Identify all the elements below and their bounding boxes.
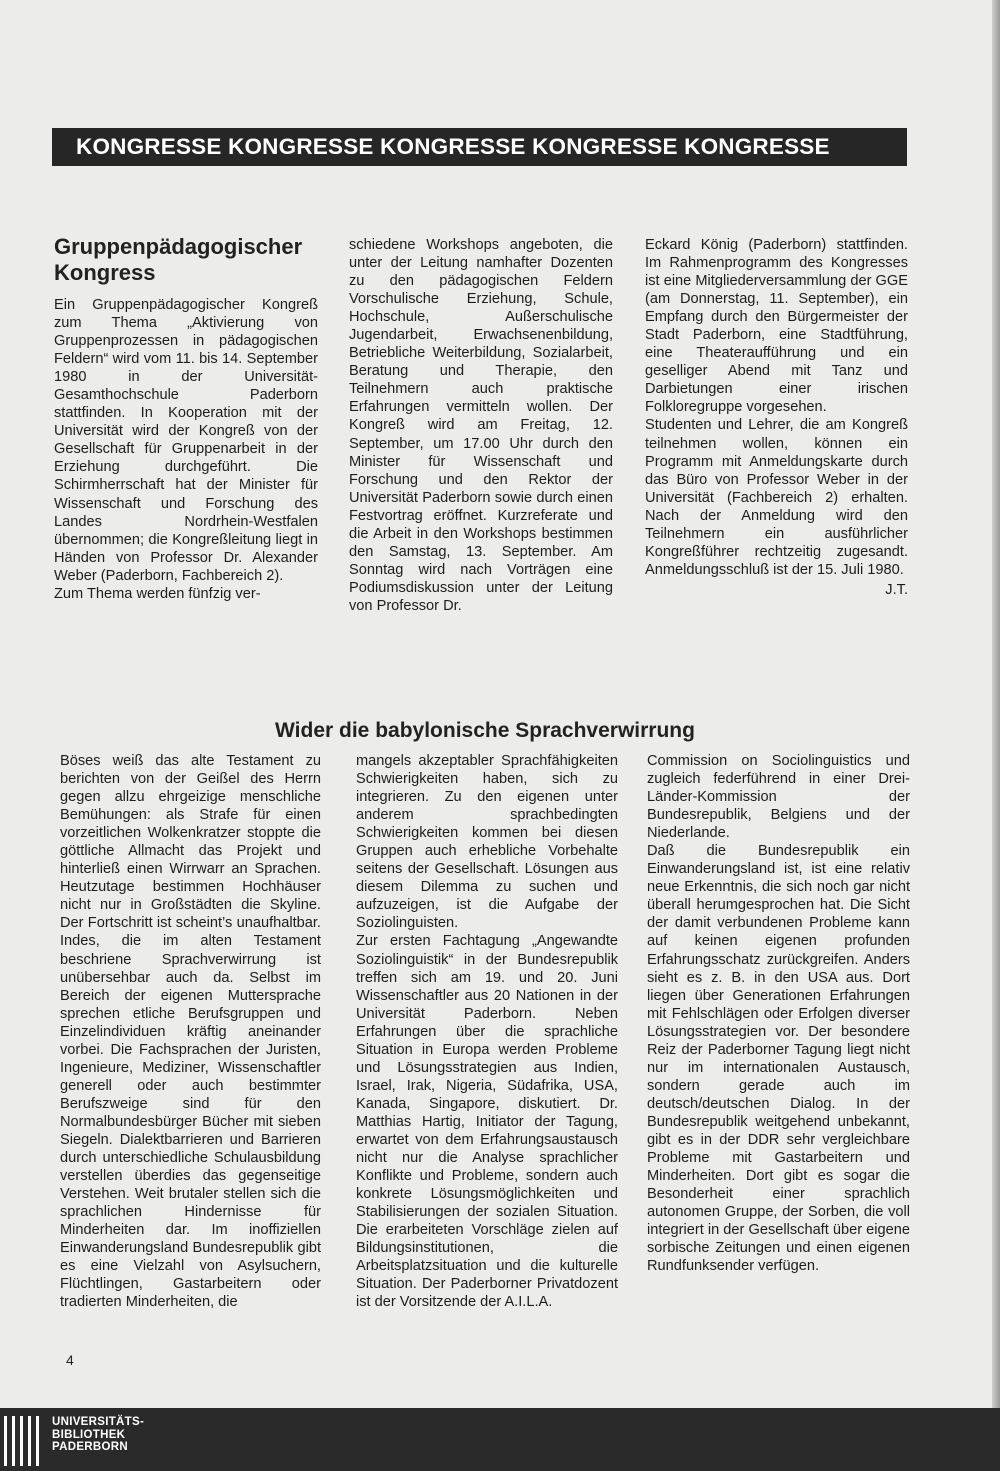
section-banner: KONGRESSE KONGRESSE KONGRESSE KONGRESSE KONGRESSE xyxy=(52,128,907,166)
article2-paragraph: Commission on Sociolinguistics und zugleich federführend in einer Drei-Länder-Kommission der Bundesrepublik, Belgiens und der Niederlande. xyxy=(647,753,910,842)
page-edge-shadow xyxy=(992,0,1000,1408)
article2-title: Wider die babylonische Sprachverwirrung xyxy=(275,719,695,742)
article2-column-1 xyxy=(60,752,321,1311)
article2-column-3 xyxy=(647,752,910,1275)
article2-paragraph: Daß die Bundesrepublik ein Einwanderungsland ist, ist eine relativ neue Erkenntnis, die sich noch gar nicht überall herumgesprochen hat. Die Sicht der damit verbundenen Probleme kann auf keinen eigenen profunden Erfahrungsschatz zurückgreifen. Anders sieht es z. B. in den USA aus. Dort liegen über Generationen Erfahrungen mit Fehlschlägen oder Erfolgen diverser Lösungsstrategien vor. Der besondere Reiz der Paderborner Tagung liegt nicht nur im internationalen Austausch, sondern gerade auch im deutsch/deutschen Dialog. In der Bundesrepublik weitgehend unbekannt, gibt es in der DDR sehr vergleichbare Probleme mit Gastarbeitern und Minderheiten. Dort gibt es sogar die Besonderheit einer sprachlich autonomen Gruppe, der Sorben, die voll integriert in der Gesellschaft über eigene sorbische Zeitungen und einen eigenen Rundfunksender verfügen. xyxy=(647,843,910,1275)
article1-title xyxy=(54,234,318,286)
article1-column-1 xyxy=(54,234,318,603)
article2-paragraph: Zur ersten Fachtagung „Angewandte Soziolinguistik“ in der Bundesrepublik treffen sich am 19. und 20. Juni Wissenschaftler aus 20 Nationen in der Universität Paderborn. Neben Erfahrungen über die sprachliche Situation in Europa werden Probleme und Lösungsstrategien aus Indien, Israel, Irak, Nigeria, Südafrika, USA, Kanada, Singapore, diskutiert. Dr. Matthias Hartig, Initiator der Tagung, erwartet von dem Erfahrungsaustausch nicht nur die Analyse sprachlicher Konflikte und Probleme, sondern auch konkrete Lösungsmöglichkeiten und Stabilisierungen der sozialen Situation. Die erarbeiteten Vorschläge zielen auf Bildungsinstitutionen, die Arbeitsplatzsituation und die kulturelle Situation. Der Paderborner Privatdozent ist der Vorsitzende der A.I.L.A. xyxy=(356,933,618,1311)
library-name-line1: UNIVERSITÄTS- xyxy=(52,1416,145,1428)
library-name xyxy=(52,1416,144,1454)
article2-paragraph: Böses weiß das alte Testament zu berichten von der Geißel des Herrn gegen allzu ehrgeizige menschliche Bemühungen: als Strafe für einen vorzeitlichen Wolkenkratzer stoppte die göttliche Allmacht das Projekt und hinterließ einen Wirrwarr an Sprachen. Heutzutage bestimmen Hochhäuser nicht nur in Großstädten die Skyline. Der Fortschritt ist scheint’s unaufhaltbar. Indes, die im alten Testament beschriene Sprachverwirrung ist unübersehbar auch da. Selbst im Bereich der eigenen Muttersprache sprechen etliche Berufsgruppen und Einzelindividuen kräftig aneinander vorbei. Die Fachsprachen der Juristen, Ingenieure, Mediziner, Wissenschaftler generell oder auch bestimmter Berufszweige sind für den Normalbundesbürger Bücher mit sieben Siegeln. Dialektbarrieren und Barrieren durch unterschiedliche Schulausbildung verstellen überdies das gegenseitige Verstehen. Weit brutaler stellen sich die sprachlichen Hindernisse für Minderheiten dar. Im inoffiziellen Einwanderungsland Bundesrepublik gibt es eine Vielzahl von Asylsuchern, Flüchtlingen, Gastarbeitern oder tradierten Minderheiten, die xyxy=(60,753,321,1311)
article1-paragraph-end: Zum Thema werden fünfzig ver- xyxy=(54,585,261,602)
article1-column-3 xyxy=(645,236,908,599)
article1-paragraph: schiedene Workshops angeboten, die unter der Leitung namhafter Dozenten zu den pädagogischen Feldern Vorschulische Erziehung, Schule, Hochschule, Außerschulische Jugendarbeit, Erwachsenenbildung, Betriebliche Weiterbildung, Sozialarbeit, Beratung und Therapie, den Teilnehmern auch praktische Erfahrungen vermitteln wollen. Der Kongreß wird am Freitag, 12. September, um 17.00 Uhr durch den Minister für Wissenschaft und Forschung und den Rektor der Universität Paderborn sowie durch einen Festvortrag eröffnet. Kurzreferate und die Arbeit in den Workshops bestimmen den Samstag, 13. September. Am Sonntag wird nach Vorträgen eine Podiumsdiskussion unter der Leitung von Professor Dr. xyxy=(349,237,613,614)
article1-paragraph: Ein Gruppenpädagogischer Kongreß zum Thema „Aktivierung von Gruppenprozessen in pädagogischen Feldern“ wird vom 11. bis 14. September 1980 in der Universität-Gesamthochschule Paderborn stattfinden. In Kooperation mit der Universität wird der Kongreß von der Gesellschaft für Gruppenarbeit in der Erziehung durchgeführt. Die Schirmherrschaft hat der Minister für Wissenschaft und Forschung des Landes Nordrhein-Westfalen übernommen; die Kongreßleitung liegt in Händen von Professor Dr. Alexander Weber (Paderborn, Fachbereich 2). xyxy=(54,297,318,584)
article2-paragraph: mangels akzeptabler Sprachfähigkeiten Schwierigkeiten haben, sich zu integrieren. Zu den eigenen unter anderem sprachbedingten Schwierigkeiten kommen bei diesen Gruppen auch erhebliche Vorbehalte seitens der Gesellschaft. Lösungen aus diesem Dilemma zu suchen und aufzuzeigen, ist die Aufgabe der Soziolinguisten. xyxy=(356,753,618,932)
library-name-line3: PADERBORN xyxy=(52,1441,128,1453)
article1-signature: J.T. xyxy=(885,581,908,598)
article1-title-line2: Kongress xyxy=(54,260,156,285)
article1-paragraph: Eckard König (Paderborn) stattfinden. Im Rahmenprogramm des Kongresses ist eine Mitgliederversammlung der GGE (am Donnerstag, 11. September), ein Empfang durch den Bürgermeister der Stadt Paderborn, eine Stadtführung, eine Theateraufführung und ein geselliger Abend mit Tanz und Darbietungen einer irischen Folkloregruppe vorgesehen. xyxy=(645,237,908,416)
library-footer xyxy=(0,1408,1000,1471)
article1-title-line1: Gruppenpädagogischer xyxy=(54,234,303,259)
article1-column-2 xyxy=(349,236,613,615)
article2-column-2 xyxy=(356,752,618,1311)
article1-paragraph: Studenten und Lehrer, die am Kongreß teilnehmen wollen, können ein Programm mit Anmeldungskarte durch das Büro von Professor Weber in der Universität (Fachbereich 2) erhalten. Nach der Anmeldung wird den Teilnehmern ein ausführlicher Kongreßführer rechtzeitig zugesandt. Anmeldungsschluß ist der 15. Juli 1980. xyxy=(645,417,908,578)
page-number: 4 xyxy=(66,1352,74,1368)
library-name-line2: BIBLIOTHEK xyxy=(52,1428,126,1441)
library-logo-icon xyxy=(4,1416,44,1466)
